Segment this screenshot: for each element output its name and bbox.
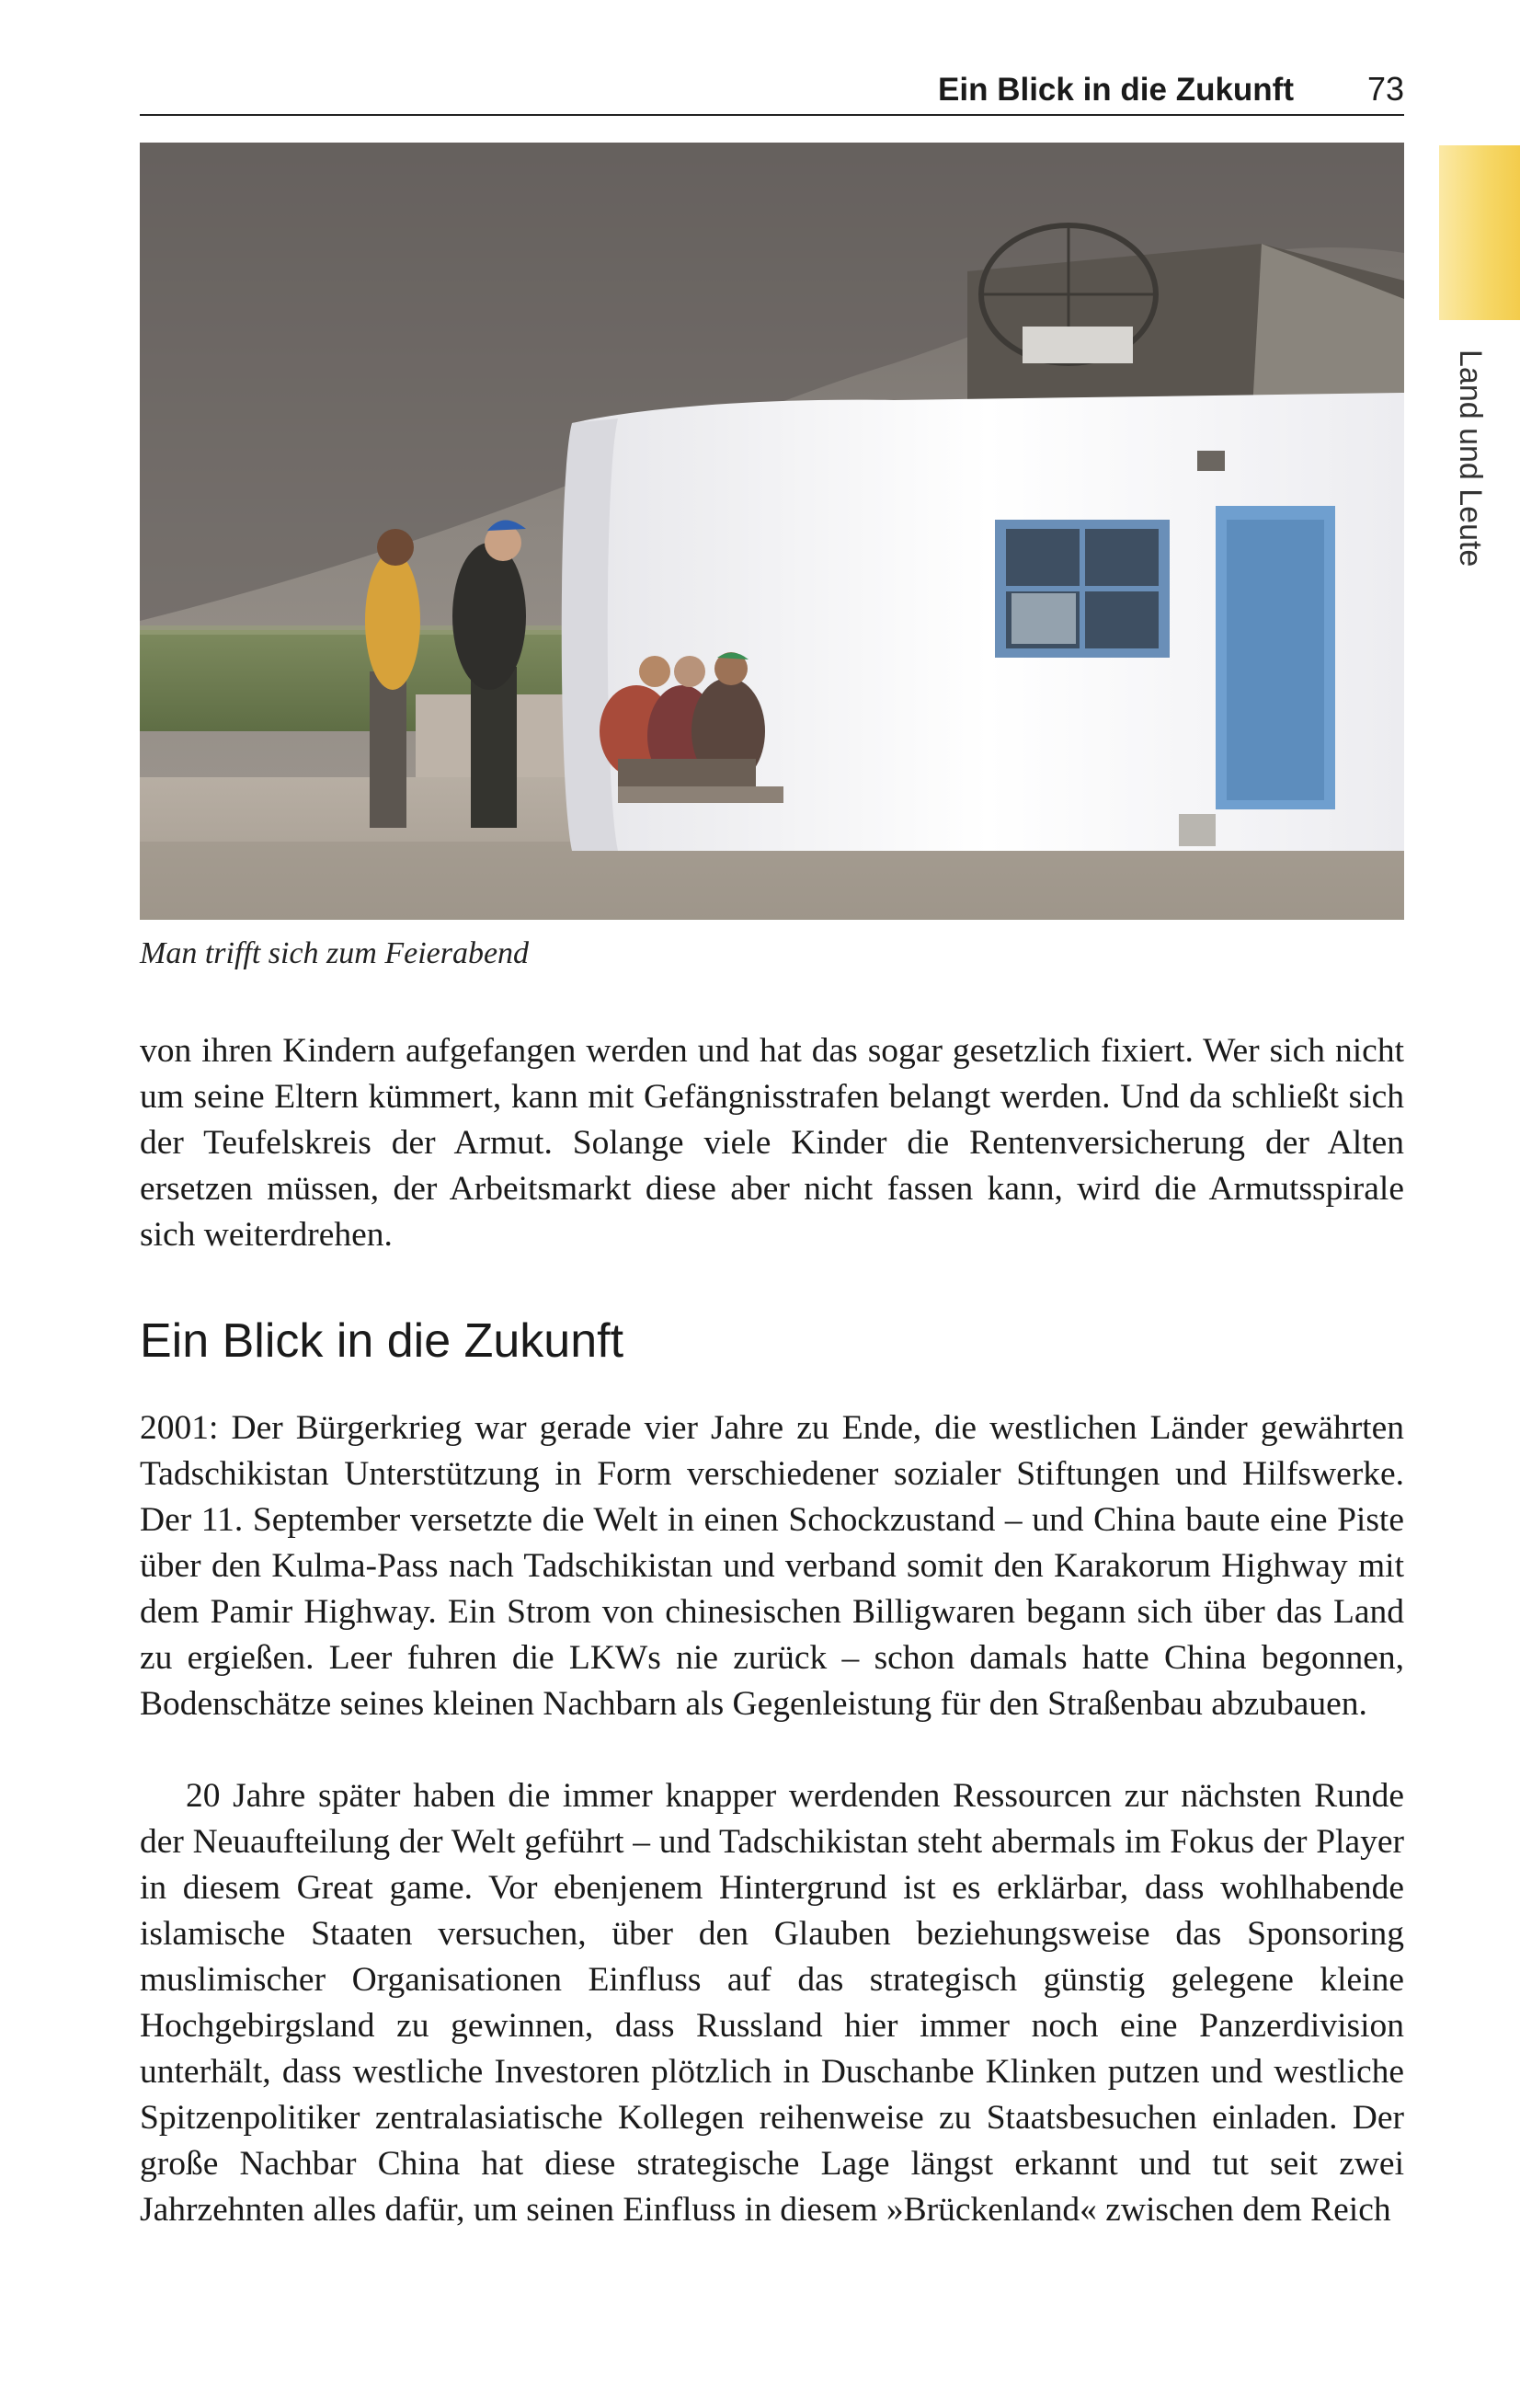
running-header-title: Ein Blick in die Zukunft [938, 72, 1294, 108]
running-header [140, 66, 1404, 116]
body-paragraph-intro: von ihren Kindern aufgefangen werden und hat das sogar gesetzlich fixiert. Wer sich nicht um seine Eltern kümmert, kann mit Gefängnisstrafen belangt werden. Und da schließt sich der Teufelskreis der Armut. Solange viele Kinder die Rentenversicherung der Alten ersetzen müssen, der Arbeitsmarkt diese aber nicht fassen kann, wird die Armutsspirale sich weiterdrehen. [140, 1032, 1404, 1254]
chapter-side-label [1444, 350, 1499, 607]
body-paragraph-2: 20 Jahre später haben die immer knapper werdenden Ressourcen zur nächsten Runde der Neuaufteilung der Welt geführt – und Tadschikistan steht abermals im Fokus der Player in diesem Great game. Vor ebenjenem Hintergrund ist es erklärbar, dass wohlhabende islamische Staaten versuchen, über den Glauben beziehungsweise das Sponsoring muslimischer Organisationen Einfluss auf das strategisch günstig gelegene kleine Hochgebirgsland zu gewinnen, dass Russland hier immer noch eine Panzerdivision unterhält, dass westliche Investoren plötzlich in Duschanbe Klinken putzen und westliche Spitzenpolitiker zentralasiatische Kollegen reihenweise zu Staatsbesuchen einladen. Der große Nachbar China hat diese strategische Lage längst erkannt und tut seit zwei Jahrzehnten alles dafür, um seinen Einfluss in diesem »Brückenland« zwischen dem Reich [140, 1777, 1404, 2229]
photo-village-house [140, 143, 1404, 920]
photo-illustration [140, 143, 1404, 920]
figure-caption: Man trifft sich zum Feierabend [140, 936, 530, 970]
body-paragraph-1: 2001: Der Bürgerkrieg war gerade vier Jahre zu Ende, die westlichen Länder gewährten Tadschikistan Unterstützung in Form verschiedener sozialer Stiftungen und Hilfswerke. Der 11. September versetzte die Welt in einen Schockzustand – und China baute eine Piste über den Kulma-Pass nach Tadschikistan und verband somit den Karakorum Highway mit dem Pamir Highway. Ein Strom von chinesischen Billigwaren begann sich über das Land zu ergießen. Leer fuhren die LKWs nie zurück – schon damals hatte China begonnen, Bodenschätze seines kleinen Nachbarn als Gegenleistung für den Straßenbau abzubauen. [140, 1409, 1404, 1723]
page-number: 73 [1366, 70, 1404, 108]
chapter-tab-marker [1439, 145, 1520, 320]
chapter-side-label-text: Land und Leute [1453, 350, 1488, 568]
section-heading: Ein Blick in die Zukunft [140, 1314, 624, 1368]
